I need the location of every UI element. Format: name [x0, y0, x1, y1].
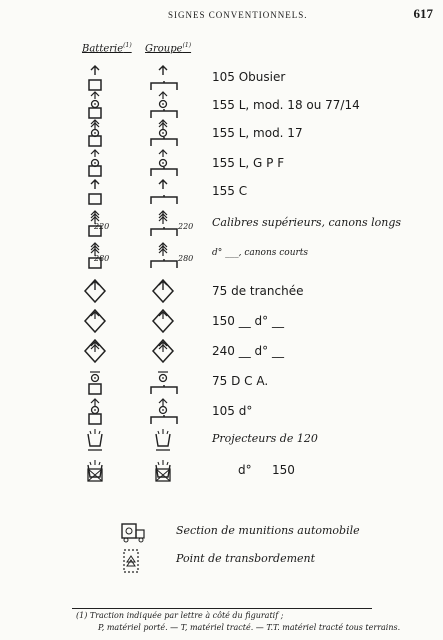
group-caliber: 220 — [178, 222, 194, 231]
row-label: Calibres supérieurs, canons longs — [212, 216, 402, 229]
symbol-row — [0, 336, 443, 366]
row-label: d° ___, canons courts — [212, 248, 309, 258]
group-symbol — [146, 336, 182, 366]
legend-label: Section de munitions automobile — [176, 524, 360, 537]
group-symbol — [146, 148, 182, 178]
row-label: 150 __ d° __ — [212, 314, 284, 328]
battery-symbol — [78, 455, 114, 485]
munitions-section-symbol — [118, 518, 154, 548]
footnote-rule — [72, 608, 372, 609]
row-label: 105 Obusier — [212, 70, 286, 84]
legend-row — [0, 546, 443, 572]
symbol-row — [0, 62, 443, 92]
group-symbol — [146, 276, 182, 306]
group-symbol — [146, 396, 182, 426]
battery-symbol — [78, 276, 114, 306]
group-symbol — [146, 90, 182, 120]
row-label: 155 L, mod. 17 — [212, 126, 303, 140]
group-symbol — [146, 366, 182, 396]
battery-symbol — [78, 90, 114, 120]
group-symbol — [146, 455, 182, 485]
symbol-row — [0, 424, 443, 454]
symbol-row — [0, 118, 443, 148]
battery-symbol — [78, 118, 114, 148]
symbol-row — [0, 148, 443, 178]
row-label: 240 __ d° __ — [212, 344, 284, 358]
group-symbol — [146, 208, 182, 238]
row-label: 105 d° — [212, 404, 253, 418]
group-symbol — [146, 176, 182, 206]
legend-row — [0, 518, 443, 544]
symbol-row — [0, 396, 443, 426]
battery-symbol — [78, 424, 114, 454]
symbol-row — [0, 366, 443, 396]
group-symbol — [146, 118, 182, 148]
row-label: d° — [238, 463, 252, 477]
page-number: 617 — [413, 6, 433, 21]
battery-symbol — [78, 306, 114, 336]
battery-symbol — [78, 148, 114, 178]
symbol-row — [0, 208, 443, 238]
battery-caliber: 220 — [94, 222, 110, 231]
symbol-row — [0, 90, 443, 120]
symbol-row — [0, 306, 443, 336]
group-caliber: 280 — [178, 254, 194, 263]
column-header-group: Groupe$^{(1)}$ — [145, 42, 192, 55]
row-label: 155 L, mod. 18 ou 77/14 — [212, 98, 360, 112]
row-label: 155 C — [212, 184, 248, 198]
symbol-row — [0, 240, 443, 270]
battery-symbol — [78, 336, 114, 366]
column-header-battery: Batterie$^{(1)}$ — [82, 42, 132, 55]
battery-caliber: 280 — [94, 254, 110, 263]
footnote-line: P, matériel porté. — T, matériel tracté. — T.T. matériel tracté tous terrains. — [98, 623, 401, 632]
group-symbol — [146, 306, 182, 336]
row-label: Projecteurs de 120 — [212, 432, 318, 445]
symbol-row — [0, 276, 443, 306]
battery-symbol — [78, 396, 114, 426]
group-symbol — [146, 240, 182, 270]
running-head: SIGNES CONVENTIONNELS. — [168, 10, 308, 20]
row-label: 75 de tranchée — [212, 284, 304, 298]
battery-symbol — [78, 62, 114, 92]
row-label: 155 L, G P F — [212, 156, 285, 170]
row-extra: 150 — [272, 463, 295, 477]
group-symbol — [146, 62, 182, 92]
battery-symbol — [78, 366, 114, 396]
group-symbol — [146, 424, 182, 454]
transfer-point-symbol — [118, 546, 154, 576]
symbol-row — [0, 455, 443, 485]
battery-symbol — [78, 176, 114, 206]
footnote-line: (1) Traction indiquée par lettre à côté du figuratif ; — [76, 611, 284, 620]
legend-label: Point de transbordement — [176, 552, 316, 565]
row-label: 75 D C A. — [212, 374, 269, 388]
symbol-row — [0, 176, 443, 206]
